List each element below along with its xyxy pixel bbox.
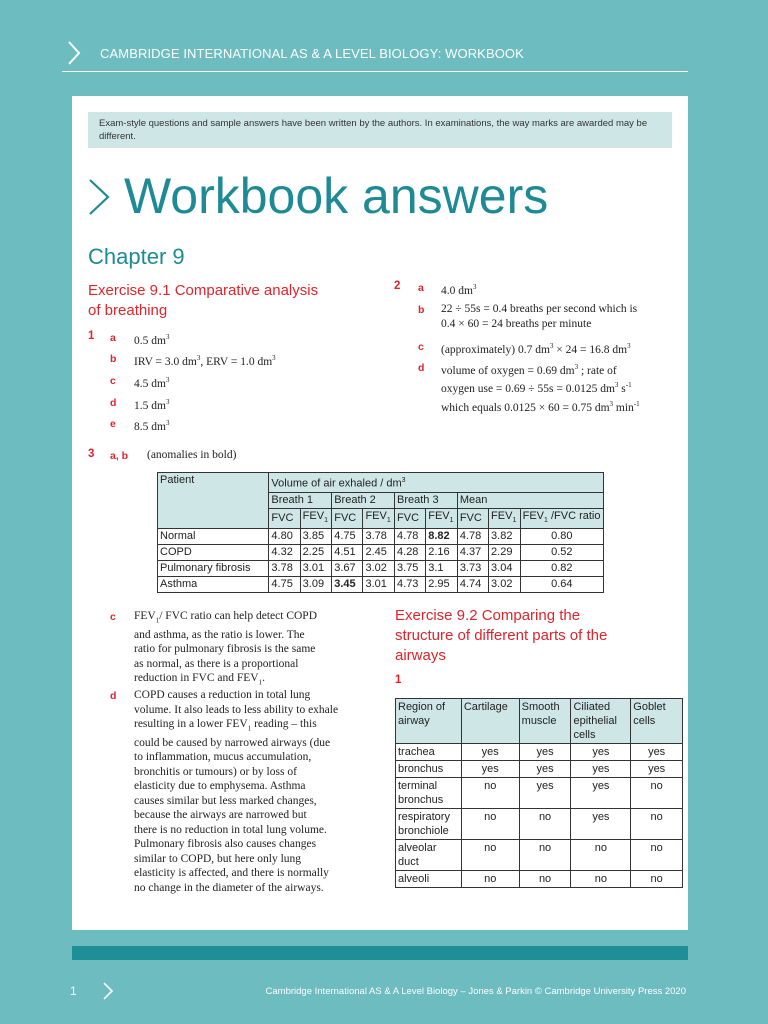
answer-text: 1.5 $dm^3$ bbox=[134, 398, 170, 412]
table-row: Normal 4.80 3.85 4.75 3.78 4.78 8.82 4.78 3.82 0.80 bbox=[158, 528, 604, 544]
table-header: $FEV_1$ bbox=[426, 508, 458, 528]
table-header: Ciliated epithelial cells bbox=[571, 699, 631, 744]
table-row: terminal bronchus no yes yes no bbox=[396, 778, 683, 809]
part-letter: b bbox=[110, 353, 117, 365]
airway-table bbox=[395, 698, 683, 888]
table-header: Breath 2 bbox=[332, 492, 395, 508]
table-row: trachea yes yes yes yes bbox=[396, 744, 683, 761]
running-header bbox=[0, 0, 768, 72]
answer-text: 8.5 $dm^3$ bbox=[134, 419, 170, 433]
table-row: alveoli no no no no bbox=[396, 871, 683, 888]
table-row: bronchus yes yes yes yes bbox=[396, 761, 683, 778]
table-header: FVC bbox=[457, 508, 488, 528]
part-letter: a bbox=[418, 282, 424, 294]
chapter-heading: Chapter 9 bbox=[88, 244, 185, 269]
page-content bbox=[72, 96, 688, 930]
part-letter: a, b bbox=[110, 450, 129, 462]
table-header: Breath 1 bbox=[269, 492, 332, 508]
table-header: FVC bbox=[269, 508, 300, 528]
table-header: $FEV_1$ bbox=[300, 508, 332, 528]
exercise-heading: Exercise 9.2 Comparing the structure of different parts of the airways bbox=[395, 607, 608, 664]
answer-text: 22 ÷ 55s = 0.4 breaths per second which is 0.4 × 60 = 24 breaths per minute bbox=[441, 303, 638, 330]
footer-bar bbox=[72, 946, 688, 960]
exercise-heading: Exercise 9.1 Comparative analysis of breathing bbox=[88, 282, 319, 319]
question-number: 1 bbox=[395, 674, 402, 686]
header-title: CAMBRIDGE INTERNATIONAL AS & A LEVEL BIOLOGY: WORKBOOK bbox=[100, 46, 524, 61]
header-rule bbox=[62, 71, 688, 72]
table-header: Goblet cells bbox=[631, 699, 683, 744]
table-header: FVC bbox=[395, 508, 426, 528]
answer-text: 4.5 $dm^3$ bbox=[134, 376, 170, 390]
table-header: Volume of air exhaled / $dm^3$ bbox=[269, 473, 604, 493]
main-title-text: Workbook answers bbox=[124, 168, 549, 224]
table-header: Mean bbox=[457, 492, 603, 508]
question-number: 3 bbox=[88, 448, 95, 460]
footer-copyright: Cambridge International AS & A Level Biology – Jones & Parkin © Cambridge University Press 2020 bbox=[265, 986, 686, 997]
table-header: Patient bbox=[158, 473, 269, 529]
table-row: Pulmonary fibrosis 3.78 3.01 3.67 3.02 3.75 3.1 3.73 3.04 0.82 bbox=[158, 560, 604, 576]
answer-text: 4.0 $dm^3$ bbox=[441, 283, 477, 297]
table-header: $FEV_1$ /FVC ratio bbox=[520, 508, 603, 528]
part-letter: a bbox=[110, 332, 116, 344]
part-letter: c bbox=[418, 341, 424, 353]
table-header: $FEV_1$ bbox=[489, 508, 521, 528]
answer-text: 0.5 $dm^3$ bbox=[134, 333, 170, 347]
table-row: Asthma 4.75 3.09 3.45 3.01 4.73 2.95 4.74 3.02 0.64 bbox=[158, 576, 604, 592]
table-row: COPD 4.32 2.25 4.51 2.45 4.28 2.16 4.37 2.29 0.52 bbox=[158, 544, 604, 560]
part-letter: c bbox=[110, 611, 116, 623]
answer-text: (anomalies in bold) bbox=[147, 449, 237, 461]
question-number: 1 bbox=[88, 330, 95, 342]
table-header: $FEV_1$ bbox=[363, 508, 395, 528]
table-header: Region of airway bbox=[396, 699, 462, 744]
table-row: alveolar duct no no no no bbox=[396, 840, 683, 871]
table-header: FVC bbox=[332, 508, 363, 528]
part-letter: d bbox=[110, 397, 117, 409]
part-letter: e bbox=[110, 418, 116, 430]
answer-text: IRV = 3.0 $dm^3$, ERV = 1.0 $dm^3$ bbox=[134, 354, 276, 368]
exam-notice: Exam-style questions and sample answers have been written by the authors. In examinations, the way marks are awarded may be different. bbox=[88, 112, 672, 148]
page-number: 1 bbox=[70, 984, 77, 998]
table-header: Cartilage bbox=[461, 699, 519, 744]
part-letter: d bbox=[110, 690, 117, 702]
chevron-right-icon bbox=[86, 178, 112, 216]
chevron-right-icon bbox=[66, 40, 82, 66]
table-header: Smooth muscle bbox=[519, 699, 571, 744]
answer-text: volume of oxygen = 0.69 $dm^3$ ; rate of oxygen use = 0.69 ÷ 55s = 0.0125 $dm^3$ $s^{-1}$ which equals 0.0125 × 60 = 0.75 $dm^3$ $\min^{-1}$ bbox=[441, 363, 640, 414]
chevron-right-icon bbox=[102, 981, 114, 1001]
part-letter: b bbox=[418, 304, 425, 316]
breathing-table bbox=[157, 472, 604, 593]
question-number: 2 bbox=[394, 280, 401, 292]
table-row: respiratory bronchiole no no yes no bbox=[396, 809, 683, 840]
part-letter: c bbox=[110, 375, 116, 387]
table-header: Breath 3 bbox=[395, 492, 458, 508]
part-letter: d bbox=[418, 362, 425, 374]
answer-text: (approximately) 0.7 $dm^3 \times 24 = 16.8$ $dm^3$ bbox=[441, 342, 631, 356]
answer-text: $FEV_1/$ FVC ratio can help detect COPD and asthma, as the ratio is lower. The ratio for pulmonary fibrosis is the same as normal, as there is a proportional reduction in FVC and $FEV_1$. bbox=[134, 610, 318, 687]
answer-text: COPD causes a reduction in total lung volume. It also leads to less ability to exhale resulting in a lower $FEV_1$ reading – this could be caused by narrowed airways (due to inflammation, mucus accumulation, bronchitis or tumours) or by loss of elasticity due to emphysema. Asthma causes similar but less marked changes, because the airways are narrowed but there is no reduction in total lung volume. Pulmonary fibrosis also causes changes similar to COPD, but here only lung elasticity is affected, and there is normally no change in the diameter of the airways. bbox=[134, 689, 339, 894]
